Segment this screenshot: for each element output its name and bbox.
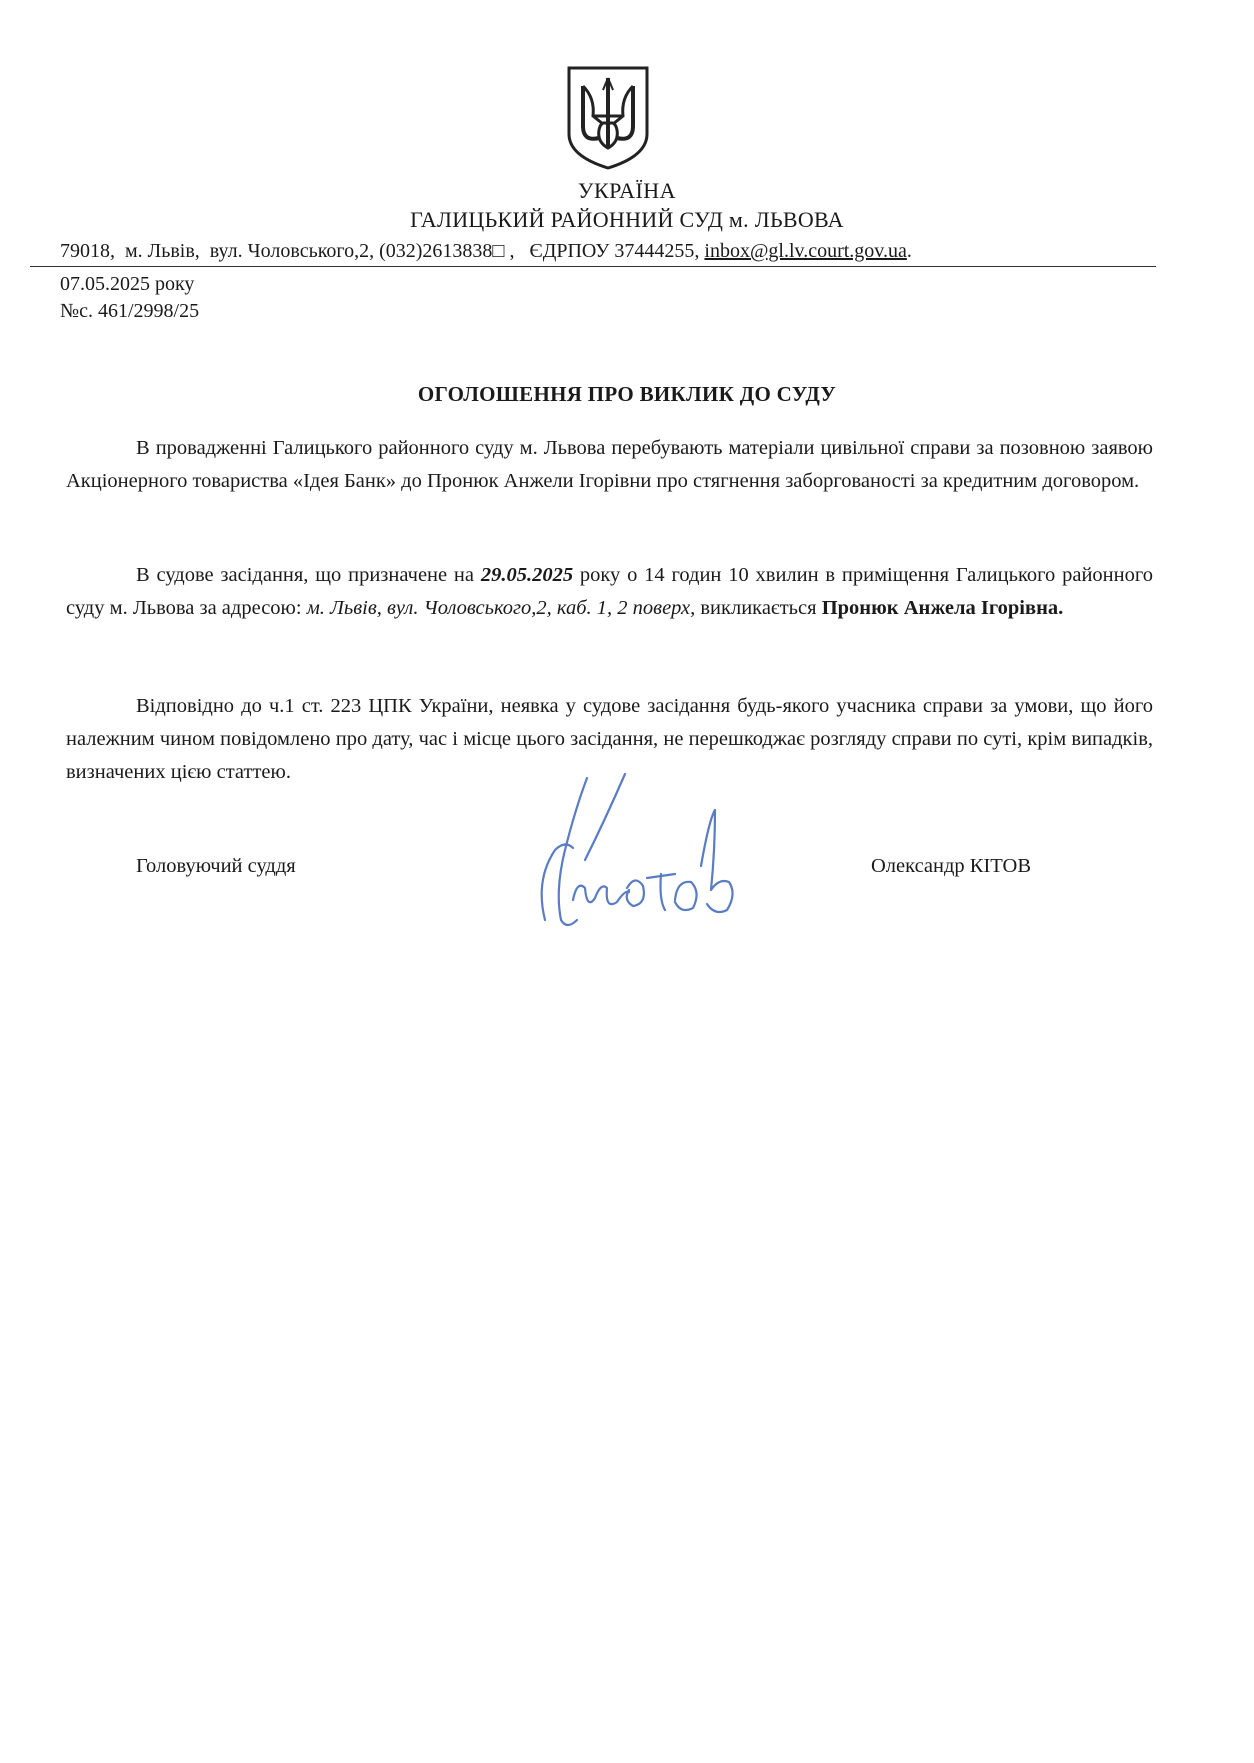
trident-coat-of-arms-icon xyxy=(563,64,653,172)
hearing-address: м. Львів, вул. Чоловського,2, каб. 1, 2 поверх, xyxy=(306,597,696,619)
court-name: ГАЛИЦЬКИЙ РАЙОННИЙ СУД м. ЛЬВОВА xyxy=(410,207,844,232)
edrpou-code: ЄДРПОУ 37444255, xyxy=(529,240,700,262)
country-name: УКРАЇНА xyxy=(577,178,677,203)
paragraph-legal-basis: Відповідно до ч.1 ст. 223 ЦПК України, неявка у судове засідання будь-якого учасника справи за умови, що його належним чином повідомлено про дату, час і місце цього засідання, не перешкоджає розгляду справи по суті, крім випадків, визначених цією статтею. xyxy=(66,695,1153,783)
hearing-lead: В судове засідання, що призначене на xyxy=(136,564,481,586)
city: м. Львів, xyxy=(125,240,200,262)
hearing-time: року о 14 годин 10 хвилин в приміщення Галицького районного суду м. Львова за адресою: xyxy=(66,564,1153,619)
judge-role: Головуючий суддя xyxy=(136,855,296,877)
court-contacts xyxy=(60,240,1160,263)
paragraph-proceedings: В провадженні Галицького районного суду м. Львова перебувають матеріали цивільної справи за позовною заявою Акціонерного товариства «Ідея Банк» до Пронюк Анжели Ігорівни про стягнення заборгованості за кредитним договором. xyxy=(66,437,1153,492)
document-title: ОГОЛОШЕННЯ ПРО ВИКЛИК ДО СУДУ xyxy=(417,382,837,406)
case-number: №с. 461/2998/25 xyxy=(60,300,200,322)
handwritten-signature xyxy=(515,770,745,940)
paragraph-hearing xyxy=(66,559,1153,625)
email-link[interactable]: inbox@gl.lv.court.gov.ua xyxy=(704,240,907,262)
judge-name: Олександр КІТОВ xyxy=(871,855,1032,877)
header-divider xyxy=(30,266,1156,267)
street-address: вул. Чоловського,2, xyxy=(209,240,375,262)
summons-text: викликається xyxy=(695,597,822,619)
hearing-date: 29.05.2025 xyxy=(480,564,574,586)
summoned-person: Пронюк Анжела Ігорівна. xyxy=(821,597,1064,619)
document-date: 07.05.2025 року xyxy=(60,273,195,295)
phone-number: (032)2613838□ , xyxy=(379,240,515,262)
postcode: 79018, xyxy=(60,240,115,262)
email-suffix: . xyxy=(906,240,912,262)
